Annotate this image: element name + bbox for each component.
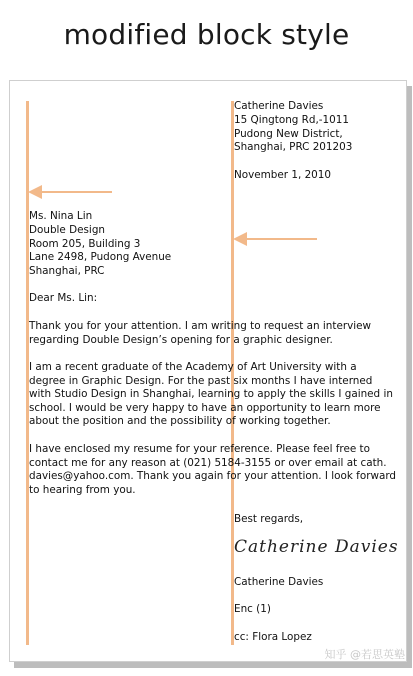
watermark: 知乎 @若思英塾 bbox=[324, 648, 405, 661]
sender-address-line-2: Pudong New District, bbox=[234, 128, 343, 140]
body-paragraph-3: I have enclosed my resume for your reference. Please feel free to contact me for any reason at (021) 5184-3155 or over email at cath. davies@yahoo.com. Thank you again for your attention. I look forward to hearing from you. bbox=[29, 443, 397, 496]
recipient-name: Ms. Nina Lin bbox=[29, 210, 93, 222]
sender-name: Catherine Davies bbox=[234, 100, 324, 112]
sender-address-line-1: 15 Qingtong Rd,-1011 bbox=[234, 114, 349, 126]
body-paragraph-1: Thank you for your attention. I am writing to request an interview regarding Double Design’s opening for a graphic designer. bbox=[29, 320, 372, 346]
recipient-street: Lane 2498, Pudong Avenue bbox=[29, 251, 172, 263]
letter-sheet bbox=[9, 80, 407, 662]
salutation: Dear Ms. Lin: bbox=[29, 292, 98, 304]
handwritten-signature: Catherine Davies bbox=[234, 537, 399, 557]
closing: Best regards, bbox=[234, 513, 304, 525]
signer-name: Catherine Davies bbox=[234, 576, 324, 588]
page-heading: modified block style bbox=[63, 18, 350, 51]
recipient-city: Shanghai, PRC bbox=[29, 265, 105, 277]
left-arrow-icon bbox=[30, 191, 112, 193]
center-arrow-icon bbox=[235, 238, 317, 240]
sender-address-line-3: Shanghai, PRC 201203 bbox=[234, 141, 353, 153]
recipient-room: Room 205, Building 3 bbox=[29, 238, 141, 250]
cc-line: cc: Flora Lopez bbox=[234, 631, 312, 643]
enclosure: Enc (1) bbox=[234, 603, 271, 615]
body-paragraph-2: I am a recent graduate of the Academy of Art University with a degree in Graphic Design. For the past six months I have interned with Studio Design in Shanghai, learning to apply the skills I gained in school. I would be very happy to have an opportunity to learn more about the position and the possibility of working together. bbox=[29, 361, 393, 428]
recipient-company: Double Design bbox=[29, 224, 105, 236]
letter-date: November 1, 2010 bbox=[234, 169, 332, 181]
